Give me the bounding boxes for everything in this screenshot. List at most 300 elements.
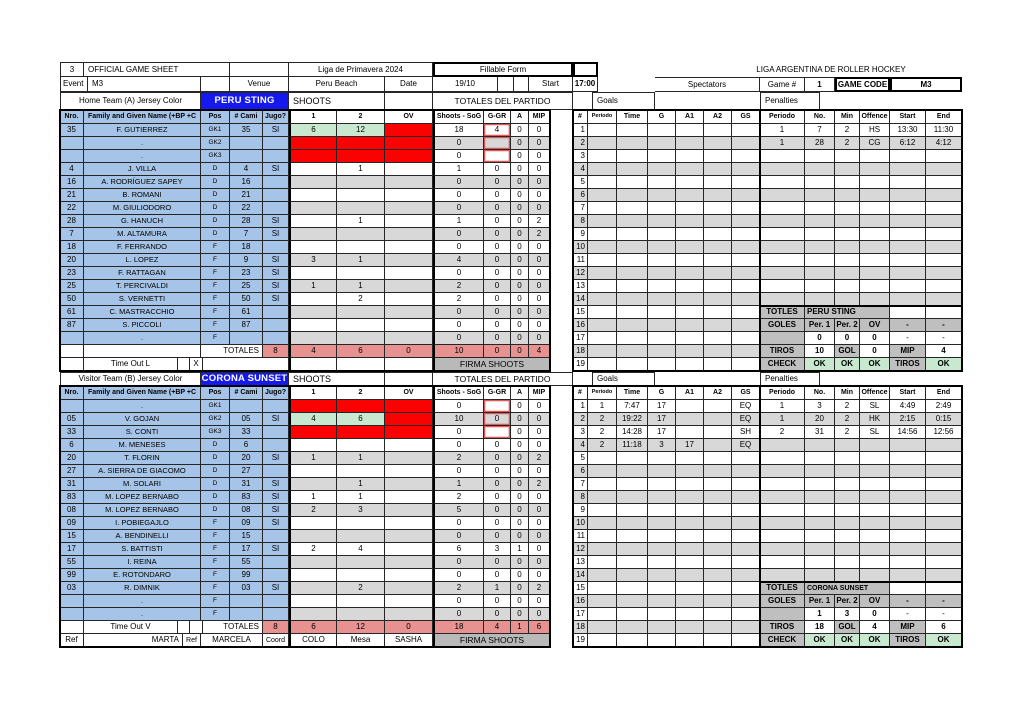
player-jersey-cell[interactable]: 4 bbox=[230, 163, 263, 176]
goal-assist1-cell[interactable] bbox=[676, 478, 704, 491]
goal-time-cell[interactable] bbox=[617, 150, 648, 163]
player-name-cell[interactable]: I. REINA bbox=[84, 556, 201, 569]
goal-gs-cell[interactable] bbox=[732, 306, 760, 319]
goal-scorer-cell[interactable] bbox=[648, 452, 676, 465]
penalty-start-cell[interactable] bbox=[890, 530, 926, 543]
shoots-period1-cell[interactable] bbox=[289, 293, 337, 306]
shoots-ov-cell[interactable] bbox=[385, 465, 433, 478]
goals-against-cell[interactable]: 0 bbox=[484, 439, 511, 452]
player-played-cell[interactable]: SI bbox=[263, 293, 289, 306]
shoots-sog-cell[interactable]: 0 bbox=[433, 426, 484, 439]
shoots-period1-cell[interactable] bbox=[289, 215, 337, 228]
shoots-period1-cell[interactable] bbox=[289, 400, 337, 413]
mip-cell[interactable]: 0 bbox=[529, 426, 550, 439]
shoots-sog-cell[interactable]: 0 bbox=[433, 439, 484, 452]
player-position-cell[interactable]: F bbox=[201, 543, 230, 556]
goal-time-cell[interactable] bbox=[617, 215, 648, 228]
assists-cell[interactable]: 0 bbox=[511, 556, 529, 569]
shoots-sog-cell[interactable]: 0 bbox=[433, 319, 484, 332]
shoots-ov-cell[interactable] bbox=[385, 608, 433, 621]
shoots-ov-cell[interactable] bbox=[385, 202, 433, 215]
penalty-period-cell[interactable] bbox=[760, 189, 805, 202]
penalty-player-cell[interactable] bbox=[805, 556, 835, 569]
goal-scorer-cell[interactable] bbox=[648, 543, 676, 556]
goal-assist1-cell[interactable] bbox=[676, 413, 704, 426]
totals-sog-cell[interactable]: 18 bbox=[433, 621, 484, 634]
goals-ov-total[interactable]: 0 bbox=[860, 608, 890, 621]
goal-scorer-cell[interactable] bbox=[648, 176, 676, 189]
penalty-period-cell[interactable] bbox=[760, 228, 805, 241]
player-played-cell[interactable] bbox=[263, 400, 289, 413]
player-played-cell[interactable]: SI bbox=[263, 163, 289, 176]
penalty-period-cell[interactable] bbox=[760, 517, 805, 530]
assists-cell[interactable]: 0 bbox=[511, 176, 529, 189]
player-number-cell[interactable]: 15 bbox=[60, 530, 84, 543]
penalty-start-cell[interactable]: 14:56 bbox=[890, 426, 926, 439]
goal-time-cell[interactable] bbox=[617, 621, 648, 634]
goal-assist2-cell[interactable] bbox=[704, 241, 732, 254]
shoots-period1-cell[interactable]: 1 bbox=[289, 491, 337, 504]
penalty-period-cell[interactable] bbox=[760, 530, 805, 543]
penalty-offence-cell[interactable] bbox=[860, 569, 890, 582]
mip-cell[interactable]: 0 bbox=[529, 517, 550, 530]
home-team-name[interactable]: PERU STING bbox=[201, 92, 289, 110]
shoots-period1-cell[interactable]: 1 bbox=[289, 280, 337, 293]
goals-against-cell[interactable]: 0 bbox=[484, 517, 511, 530]
goal-assist2-cell[interactable] bbox=[704, 150, 732, 163]
penalty-player-cell[interactable] bbox=[805, 163, 835, 176]
goal-time-cell[interactable]: 11:18 bbox=[617, 439, 648, 452]
player-position-cell[interactable]: GK3 bbox=[201, 150, 230, 163]
player-jersey-cell[interactable]: 33 bbox=[230, 426, 263, 439]
penalty-offence-cell[interactable] bbox=[860, 465, 890, 478]
penalty-player-cell[interactable] bbox=[805, 189, 835, 202]
goal-assist2-cell[interactable] bbox=[704, 202, 732, 215]
player-position-cell[interactable]: F bbox=[201, 306, 230, 319]
player-position-cell[interactable]: D bbox=[201, 504, 230, 517]
goal-assist2-cell[interactable] bbox=[704, 543, 732, 556]
goal-gs-cell[interactable] bbox=[732, 150, 760, 163]
goal-scorer-cell[interactable] bbox=[648, 465, 676, 478]
penalty-offence-cell[interactable]: HK bbox=[860, 413, 890, 426]
goal-time-cell[interactable] bbox=[617, 228, 648, 241]
penalty-period-cell[interactable] bbox=[760, 202, 805, 215]
player-position-cell[interactable]: D bbox=[201, 215, 230, 228]
penalty-offence-cell[interactable] bbox=[860, 215, 890, 228]
shoots-sog-cell[interactable]: 2 bbox=[433, 491, 484, 504]
goal-gs-cell[interactable] bbox=[732, 595, 760, 608]
penalty-start-cell[interactable] bbox=[890, 150, 926, 163]
player-played-cell[interactable] bbox=[263, 150, 289, 163]
shoots-period1-cell[interactable] bbox=[289, 582, 337, 595]
mip-cell[interactable]: 0 bbox=[529, 569, 550, 582]
mip-cell[interactable]: 0 bbox=[529, 439, 550, 452]
goal-period-cell[interactable] bbox=[588, 215, 617, 228]
penalty-offence-cell[interactable] bbox=[860, 189, 890, 202]
goal-period-cell[interactable] bbox=[588, 176, 617, 189]
shoots-period1-cell[interactable] bbox=[289, 137, 337, 150]
player-number-cell[interactable]: 03 bbox=[60, 582, 84, 595]
shoots-ov-cell[interactable] bbox=[385, 215, 433, 228]
mip-cell[interactable]: 0 bbox=[529, 150, 550, 163]
goals-against-cell[interactable]: 0 bbox=[484, 215, 511, 228]
penalty-minutes-cell[interactable] bbox=[835, 465, 860, 478]
goal-assist2-cell[interactable] bbox=[704, 176, 732, 189]
totals-period2-cell[interactable]: 6 bbox=[337, 345, 385, 358]
shoots-ov-cell[interactable] bbox=[385, 306, 433, 319]
goal-assist1-cell[interactable] bbox=[676, 124, 704, 137]
penalty-start-cell[interactable] bbox=[890, 478, 926, 491]
firma-shoots-home[interactable]: FIRMA SHOOTS bbox=[433, 358, 550, 371]
goal-assist1-cell[interactable] bbox=[676, 306, 704, 319]
penalty-end-cell[interactable] bbox=[926, 267, 962, 280]
penalty-end-cell[interactable]: 2:49 bbox=[926, 400, 962, 413]
goal-time-cell[interactable] bbox=[617, 582, 648, 595]
goals-against-cell[interactable]: 0 bbox=[484, 280, 511, 293]
shoots-period2-cell[interactable] bbox=[337, 267, 385, 280]
shoots-period2-cell[interactable]: 1 bbox=[337, 215, 385, 228]
goal-scorer-cell[interactable] bbox=[648, 202, 676, 215]
goal-assist2-cell[interactable] bbox=[704, 280, 732, 293]
assists-cell[interactable]: 0 bbox=[511, 241, 529, 254]
penalty-player-cell[interactable]: 28 bbox=[805, 137, 835, 150]
totals-count-cell[interactable]: 8 bbox=[263, 621, 289, 634]
goal-period-cell[interactable] bbox=[588, 621, 617, 634]
goal-period-cell[interactable] bbox=[588, 530, 617, 543]
goal-scorer-cell[interactable] bbox=[648, 491, 676, 504]
goal-assist1-cell[interactable] bbox=[676, 189, 704, 202]
penalty-start-cell[interactable] bbox=[890, 163, 926, 176]
firma-shoots-visitor[interactable]: FIRMA SHOOTS bbox=[433, 634, 550, 647]
goal-period-cell[interactable] bbox=[588, 504, 617, 517]
player-number-cell[interactable]: 20 bbox=[60, 254, 84, 267]
shoots-ov-cell[interactable] bbox=[385, 267, 433, 280]
player-name-cell[interactable]: . bbox=[84, 595, 201, 608]
goal-assist2-cell[interactable] bbox=[704, 582, 732, 595]
penalty-end-cell[interactable] bbox=[926, 189, 962, 202]
goal-assist2-cell[interactable] bbox=[704, 137, 732, 150]
shoots-sog-cell[interactable]: 0 bbox=[433, 150, 484, 163]
penalty-start-cell[interactable] bbox=[890, 491, 926, 504]
goal-period-cell[interactable] bbox=[588, 543, 617, 556]
goal-scorer-cell[interactable] bbox=[648, 332, 676, 345]
shoots-period1-cell[interactable] bbox=[289, 332, 337, 345]
goal-period-cell[interactable] bbox=[588, 241, 617, 254]
player-number-cell[interactable]: 17 bbox=[60, 543, 84, 556]
shoots-period2-cell[interactable]: 1 bbox=[337, 452, 385, 465]
player-played-cell[interactable] bbox=[263, 465, 289, 478]
player-number-cell[interactable]: 21 bbox=[60, 189, 84, 202]
shoots-period1-cell[interactable] bbox=[289, 319, 337, 332]
goal-assist1-cell[interactable] bbox=[676, 543, 704, 556]
player-number-cell[interactable]: 50 bbox=[60, 293, 84, 306]
goals-against-cell[interactable]: 0 bbox=[484, 556, 511, 569]
goal-assist1-cell[interactable] bbox=[676, 280, 704, 293]
player-number-cell[interactable] bbox=[60, 595, 84, 608]
shoots-sog-cell[interactable]: 0 bbox=[433, 556, 484, 569]
shoots-ov-cell[interactable] bbox=[385, 530, 433, 543]
assists-cell[interactable]: 0 bbox=[511, 150, 529, 163]
shoots-period1-cell[interactable] bbox=[289, 228, 337, 241]
shoots-period2-cell[interactable]: 1 bbox=[337, 491, 385, 504]
player-played-cell[interactable]: SI bbox=[263, 280, 289, 293]
goal-assist2-cell[interactable] bbox=[704, 124, 732, 137]
goal-assist1-cell[interactable] bbox=[676, 332, 704, 345]
penalty-period-cell[interactable] bbox=[760, 215, 805, 228]
mip-cell[interactable]: 0 bbox=[529, 124, 550, 137]
assists-cell[interactable]: 0 bbox=[511, 293, 529, 306]
player-name-cell[interactable]: T. FLORIN bbox=[84, 452, 201, 465]
assists-cell[interactable]: 0 bbox=[511, 254, 529, 267]
goal-assist2-cell[interactable] bbox=[704, 267, 732, 280]
shoots-period2-cell[interactable] bbox=[337, 439, 385, 452]
visitor-team-name[interactable]: CORONA SUNSET bbox=[201, 373, 288, 385]
penalty-minutes-cell[interactable]: 2 bbox=[835, 413, 860, 426]
goal-time-cell[interactable] bbox=[617, 556, 648, 569]
goal-gs-cell[interactable] bbox=[732, 569, 760, 582]
goals-against-cell[interactable]: 0 bbox=[484, 491, 511, 504]
goal-time-cell[interactable] bbox=[617, 176, 648, 189]
mip-cell[interactable]: 0 bbox=[529, 504, 550, 517]
player-number-cell[interactable]: 05 bbox=[60, 413, 84, 426]
penalty-minutes-cell[interactable] bbox=[835, 228, 860, 241]
shoots-period2-cell[interactable] bbox=[337, 426, 385, 439]
penalty-start-cell[interactable] bbox=[890, 556, 926, 569]
goal-scorer-cell[interactable] bbox=[648, 280, 676, 293]
player-position-cell[interactable]: F bbox=[201, 267, 230, 280]
goal-assist1-cell[interactable] bbox=[676, 582, 704, 595]
penalty-minutes-cell[interactable] bbox=[835, 189, 860, 202]
mip-cell[interactable]: 0 bbox=[529, 267, 550, 280]
player-number-cell[interactable]: 28 bbox=[60, 215, 84, 228]
player-played-cell[interactable] bbox=[263, 569, 289, 582]
shoots-period2-cell[interactable] bbox=[337, 556, 385, 569]
goals-against-cell[interactable]: 0 bbox=[484, 465, 511, 478]
mip-cell[interactable]: 0 bbox=[529, 241, 550, 254]
shoots-period1-cell[interactable] bbox=[289, 267, 337, 280]
player-name-cell[interactable]: M. GIULIODORO bbox=[84, 202, 201, 215]
goal-time-cell[interactable] bbox=[617, 569, 648, 582]
player-position-cell[interactable]: D bbox=[201, 228, 230, 241]
penalty-player-cell[interactable]: 3 bbox=[805, 400, 835, 413]
assists-cell[interactable]: 0 bbox=[511, 439, 529, 452]
player-jersey-cell[interactable] bbox=[230, 137, 263, 150]
penalty-period-cell[interactable] bbox=[760, 504, 805, 517]
player-position-cell[interactable]: D bbox=[201, 491, 230, 504]
player-played-cell[interactable]: SI bbox=[263, 543, 289, 556]
penalty-period-cell[interactable]: 2 bbox=[760, 426, 805, 439]
goal-assist1-cell[interactable] bbox=[676, 137, 704, 150]
goal-assist2-cell[interactable] bbox=[704, 254, 732, 267]
shoots-ov-cell[interactable] bbox=[385, 413, 433, 426]
goal-period-cell[interactable] bbox=[588, 163, 617, 176]
goal-assist1-cell[interactable] bbox=[676, 163, 704, 176]
penalty-period-cell[interactable] bbox=[760, 293, 805, 306]
goal-period-cell[interactable] bbox=[588, 491, 617, 504]
penalty-offence-cell[interactable] bbox=[860, 202, 890, 215]
goal-scorer-cell[interactable]: 17 bbox=[648, 413, 676, 426]
player-name-cell[interactable]: S. PICCOLI bbox=[84, 319, 201, 332]
goal-assist1-cell[interactable] bbox=[676, 267, 704, 280]
goals-against-cell[interactable]: 0 bbox=[484, 241, 511, 254]
goal-period-cell[interactable] bbox=[588, 582, 617, 595]
shoots-period1-cell[interactable] bbox=[289, 241, 337, 254]
goal-assist1-cell[interactable] bbox=[676, 241, 704, 254]
goals-period2-total[interactable]: 0 bbox=[835, 332, 860, 345]
penalty-start-cell[interactable] bbox=[890, 215, 926, 228]
shoots-sog-cell[interactable]: 0 bbox=[433, 189, 484, 202]
goals-against-cell[interactable]: 1 bbox=[484, 582, 511, 595]
penalty-player-cell[interactable] bbox=[805, 452, 835, 465]
goals-against-cell[interactable]: 0 bbox=[484, 530, 511, 543]
shoots-period2-cell[interactable] bbox=[337, 319, 385, 332]
shoots-period2-cell[interactable] bbox=[337, 595, 385, 608]
goal-period-cell[interactable] bbox=[588, 465, 617, 478]
penalty-start-cell[interactable]: 4:49 bbox=[890, 400, 926, 413]
player-name-cell[interactable]: B. ROMANI bbox=[84, 189, 201, 202]
assists-cell[interactable]: 1 bbox=[511, 543, 529, 556]
shoots-ov-cell[interactable] bbox=[385, 543, 433, 556]
penalty-minutes-cell[interactable] bbox=[835, 556, 860, 569]
player-played-cell[interactable]: SI bbox=[263, 413, 289, 426]
shoots-ov-cell[interactable] bbox=[385, 137, 433, 150]
goal-scorer-cell[interactable] bbox=[648, 634, 676, 647]
penalty-offence-cell[interactable] bbox=[860, 491, 890, 504]
player-played-cell[interactable]: SI bbox=[263, 267, 289, 280]
player-position-cell[interactable]: D bbox=[201, 465, 230, 478]
shoots-period1-cell[interactable]: 1 bbox=[289, 452, 337, 465]
player-position-cell[interactable]: D bbox=[201, 452, 230, 465]
goal-time-cell[interactable] bbox=[617, 241, 648, 254]
player-position-cell[interactable]: GK2 bbox=[201, 413, 230, 426]
goal-time-cell[interactable] bbox=[617, 332, 648, 345]
mip-cell[interactable]: 0 bbox=[529, 332, 550, 345]
goal-assist2-cell[interactable] bbox=[704, 556, 732, 569]
assists-cell[interactable]: 0 bbox=[511, 608, 529, 621]
goal-scorer-cell[interactable]: 17 bbox=[648, 426, 676, 439]
penalty-minutes-cell[interactable]: 2 bbox=[835, 400, 860, 413]
player-position-cell[interactable]: GK2 bbox=[201, 137, 230, 150]
player-position-cell[interactable]: F bbox=[201, 332, 230, 345]
goal-scorer-cell[interactable] bbox=[648, 517, 676, 530]
goal-time-cell[interactable]: 7:47 bbox=[617, 400, 648, 413]
mip-cell[interactable]: 0 bbox=[529, 176, 550, 189]
player-position-cell[interactable]: F bbox=[201, 293, 230, 306]
shoots-sog-cell[interactable]: 0 bbox=[433, 241, 484, 254]
goal-period-cell[interactable]: 2 bbox=[588, 439, 617, 452]
goal-gs-cell[interactable] bbox=[732, 452, 760, 465]
totals-mip-cell[interactable]: 6 bbox=[529, 621, 550, 634]
player-jersey-cell[interactable]: 87 bbox=[230, 319, 263, 332]
goal-time-cell[interactable] bbox=[617, 267, 648, 280]
goal-assist1-cell[interactable] bbox=[676, 176, 704, 189]
penalty-end-cell[interactable] bbox=[926, 543, 962, 556]
goal-time-cell[interactable] bbox=[617, 517, 648, 530]
goal-period-cell[interactable] bbox=[588, 202, 617, 215]
shoots-period2-cell[interactable]: 1 bbox=[337, 478, 385, 491]
player-jersey-cell[interactable] bbox=[230, 400, 263, 413]
goal-scorer-cell[interactable] bbox=[648, 163, 676, 176]
goal-scorer-cell[interactable] bbox=[648, 228, 676, 241]
totals-ov-cell[interactable]: 0 bbox=[385, 621, 433, 634]
shoots-period2-cell[interactable] bbox=[337, 569, 385, 582]
goal-assist1-cell[interactable] bbox=[676, 530, 704, 543]
shoots-period1-cell[interactable]: 6 bbox=[289, 124, 337, 137]
shoots-period1-cell[interactable] bbox=[289, 306, 337, 319]
penalty-offence-cell[interactable] bbox=[860, 543, 890, 556]
goal-time-cell[interactable] bbox=[617, 319, 648, 332]
shoots-period1-cell[interactable] bbox=[289, 478, 337, 491]
goal-assist2-cell[interactable] bbox=[704, 634, 732, 647]
penalty-end-cell[interactable]: 11:30 bbox=[926, 124, 962, 137]
shoots-ov-cell[interactable] bbox=[385, 228, 433, 241]
player-jersey-cell[interactable]: 6 bbox=[230, 439, 263, 452]
penalty-player-cell[interactable] bbox=[805, 202, 835, 215]
shoots-period2-cell[interactable] bbox=[337, 137, 385, 150]
shoots-ov-cell[interactable] bbox=[385, 569, 433, 582]
shoots-period2-cell[interactable]: 2 bbox=[337, 293, 385, 306]
shoots-period1-cell[interactable] bbox=[289, 595, 337, 608]
player-name-cell[interactable]: . bbox=[84, 608, 201, 621]
player-name-cell[interactable]: I. POBIEGAJLO bbox=[84, 517, 201, 530]
player-jersey-cell[interactable]: 83 bbox=[230, 491, 263, 504]
mip-cell[interactable]: 2 bbox=[529, 228, 550, 241]
goal-assist2-cell[interactable] bbox=[704, 400, 732, 413]
player-name-cell[interactable]: M. SOLARI bbox=[84, 478, 201, 491]
penalty-player-cell[interactable] bbox=[805, 491, 835, 504]
goal-period-cell[interactable] bbox=[588, 124, 617, 137]
penalty-player-cell[interactable] bbox=[805, 504, 835, 517]
penalty-end-cell[interactable]: 12:56 bbox=[926, 426, 962, 439]
goal-gs-cell[interactable] bbox=[732, 634, 760, 647]
shoots-period2-cell[interactable] bbox=[337, 150, 385, 163]
assists-cell[interactable]: 0 bbox=[511, 426, 529, 439]
shoots-period1-cell[interactable]: 2 bbox=[289, 543, 337, 556]
player-jersey-cell[interactable]: 35 bbox=[230, 124, 263, 137]
shoots-sog-cell[interactable]: 0 bbox=[433, 400, 484, 413]
goals-against-cell[interactable]: 0 bbox=[484, 332, 511, 345]
goal-time-cell[interactable] bbox=[617, 189, 648, 202]
goal-scorer-cell[interactable] bbox=[648, 595, 676, 608]
header-small-box[interactable] bbox=[573, 62, 598, 77]
shoots-period2-cell[interactable] bbox=[337, 202, 385, 215]
player-played-cell[interactable]: SI bbox=[263, 504, 289, 517]
player-played-cell[interactable] bbox=[263, 306, 289, 319]
goals-against-cell[interactable]: 0 bbox=[484, 306, 511, 319]
assists-cell[interactable]: 0 bbox=[511, 163, 529, 176]
penalty-end-cell[interactable] bbox=[926, 465, 962, 478]
goal-period-cell[interactable] bbox=[588, 517, 617, 530]
player-jersey-cell[interactable]: 20 bbox=[230, 452, 263, 465]
goals-against-cell[interactable]: 3 bbox=[484, 543, 511, 556]
shoots-sog-cell[interactable]: 1 bbox=[433, 215, 484, 228]
assists-cell[interactable]: 0 bbox=[511, 202, 529, 215]
penalty-offence-cell[interactable] bbox=[860, 163, 890, 176]
goals-against-cell[interactable]: 0 bbox=[484, 608, 511, 621]
penalty-start-cell[interactable] bbox=[890, 465, 926, 478]
assists-cell[interactable]: 0 bbox=[511, 530, 529, 543]
shoots-period2-cell[interactable]: 1 bbox=[337, 163, 385, 176]
player-played-cell[interactable]: SI bbox=[263, 517, 289, 530]
totals-mip-cell[interactable]: 4 bbox=[529, 345, 550, 358]
shoots-period1-cell[interactable] bbox=[289, 465, 337, 478]
goals-period2-total[interactable]: 3 bbox=[835, 608, 860, 621]
goal-period-cell[interactable] bbox=[588, 254, 617, 267]
goal-assist2-cell[interactable] bbox=[704, 228, 732, 241]
player-played-cell[interactable]: SI bbox=[263, 582, 289, 595]
goal-time-cell[interactable] bbox=[617, 137, 648, 150]
shoots-period1-cell[interactable]: 3 bbox=[289, 254, 337, 267]
